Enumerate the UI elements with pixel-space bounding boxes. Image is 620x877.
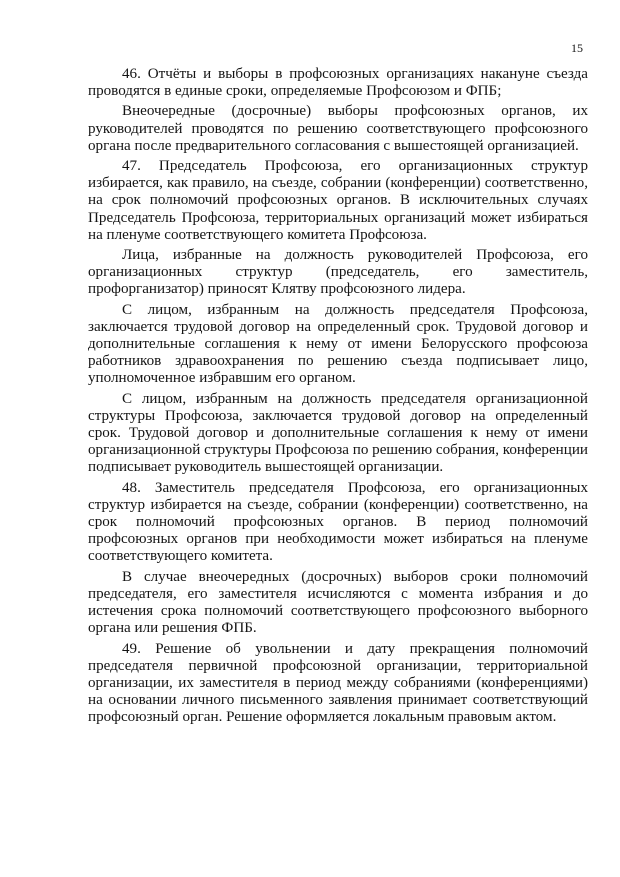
paragraph-49: 49. Решение об увольнении и дату прекращения полномочий председателя первичной профсоюзной организации, территориальной организации, их заместителя в период между собраниями (конференциями) на основании личного письменного заявления принимает соответствующий профсоюзный орган. Решение оформляется локальным правовым актом. xyxy=(88,640,588,726)
paragraph-extraordinary-elections: Внеочередные (досрочные) выборы профсоюзных органов, их руководителей проводятся по решению соответствующего профсоюзного органа после предварительного согласования с вышестоящей организацией. xyxy=(88,103,588,154)
paragraph-leaders-oath: Лица, избранные на должность руководителей Профсоюза, его организационных структур (председатель, его заместитель, профорганизатор) приносят Клятву профсоюзного лидера. xyxy=(88,247,588,298)
paragraph-chairman-contract: С лицом, избранным на должность председателя Профсоюза, заключается трудовой договор на определенный срок. Трудовой договор и дополнительные соглашения к нему от имени Белорусского профсоюза работников здравоохранения по решению съезда подписывает лицо, уполномоченное избравшим его органом. xyxy=(88,301,588,387)
paragraph-structure-chairman-contract: С лицом, избранным на должность председателя организационной структуры Профсоюза, заключается трудовой договор на определенный срок. Трудовой договор и дополнительные соглашения к нему от имени организационной структуры Профсоюза по решению собрания, конференции подписывает руководитель вышестоящей организации. xyxy=(88,390,588,476)
document-body xyxy=(88,66,588,730)
paragraph-47: 47. Председатель Профсоюза, его организационных структур избирается, как правило, на съезде, собрании (конференции) соответственно, на срок полномочий профсоюзных органов. В исключительных случаях Председатель Профсоюза, территориальных организаций может избираться на пленуме соответствующего комитета Профсоюза. xyxy=(88,158,588,243)
paragraph-term-of-office: В случае внеочередных (досрочных) выборов сроки полномочий председателя, его заместителя исчисляются с момента избрания и до истечения срока полномочий соответствующего профсоюзного выборного органа или решения ФПБ. xyxy=(88,568,588,637)
paragraph-48: 48. Заместитель председателя Профсоюза, его организационных структур избирается на съезде, собрании (конференции) соответственно, на срок полномочий профсоюзных органов. В период полномочий профсоюзных органов при необходимости может избираться на пленуме соответствующего комитета. xyxy=(88,479,588,565)
paragraph-46: 46. Отчёты и выборы в профсоюзных организациях накануне съезда проводятся в единые сроки, определяемые Профсоюзом и ФПБ; xyxy=(88,66,588,100)
page-number: 15 xyxy=(571,41,583,55)
